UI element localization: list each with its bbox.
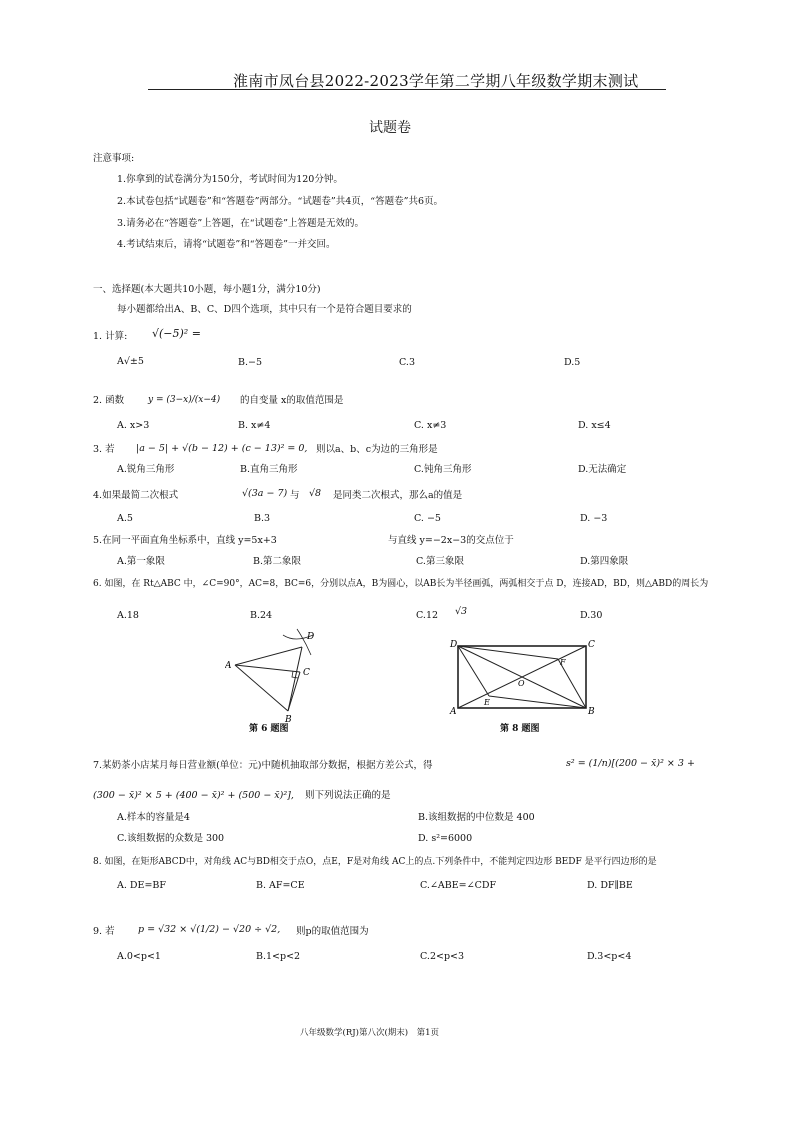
q6-option-b: B.24 [250,610,273,621]
page-title: 淮南市凤台县2022-2023学年第二学期八年级数学期末测试 [233,72,639,90]
note-item: 1.你拿到的试卷满分为150分，考试时间为120分钟。 [117,174,343,185]
note-item: 3.请务必在“答题卷”上答题，在“试题卷”上答题是无效的。 [117,218,364,229]
q9-stem: 9. 若 [93,926,115,937]
section-heading: 一、选择题(本大题共10小题，每小题1分，满分10分) [93,284,321,295]
fig6-label-b: B [285,715,292,725]
figure-8 [448,638,608,718]
fig8-label-c: C [588,640,595,650]
q2-option-c: C. x≠3 [414,420,447,431]
q3-expression: |a − 5| + √(b − 12) + (c − 13)² = 0, [136,443,308,454]
q1-option-d: D.5 [564,357,581,368]
q6-option-c: C.12 [416,610,439,621]
q7-formula-2: (300 − x̄)² × 5 + (400 − x̄)² + (500 − x̄)²], [93,790,294,801]
q3-option-a: A.锐角三角形 [117,464,175,475]
note-item: 2.本试卷包括“试题卷”和“答题卷”两部分。“试题卷”共4页，“答题卷”共6页。 [117,196,444,207]
q1-option-a: A√±5 [117,356,144,367]
q2-expression: y = (3−x)/(x−4) [148,395,221,405]
q6-option-c-root: √3 [455,606,468,617]
q4-option-b: B.3 [254,513,271,524]
fig8-label-a: A [450,707,457,717]
fig6-caption: 第 6 题图 [249,724,289,734]
fig6-label-d: D [307,632,315,642]
q3-option-b: B.直角三角形 [240,464,298,475]
q5-option-d: D.第四象限 [580,556,629,567]
q4-expression-2: √8 [309,488,322,499]
q4-option-a: A.5 [117,513,133,524]
fig8-label-f: F [560,658,566,667]
q2-tail: 的自变量 x的取值范围是 [240,395,344,406]
page-subtitle: 试题卷 [369,120,411,136]
q9-tail: 则p的取值范围为 [296,926,369,937]
fig6-label-c: C [303,668,310,678]
q9-expression: p = √32 × √(1/2) − √20 ÷ √2, [138,924,281,935]
notes-heading: 注意事项: [93,153,135,164]
note-item: 4.考试结束后，请将“试题卷”和“答题卷”一并交回。 [117,239,336,250]
q5-option-b: B.第二象限 [253,556,302,567]
q7-stem: 7.某奶茶小店某月每日营业额(单位：元)中随机抽取部分数据，根据方差公式，得 [93,760,433,771]
q3-tail: 则以a、b、c为边的三角形是 [316,444,438,455]
fig8-label-b: B [588,707,595,717]
q4-mid: 与 [290,490,300,501]
q7-option-d: D. s²=6000 [418,833,473,844]
fig8-caption: 第 8 题图 [500,724,540,734]
q8-stem: 8. 如图，在矩形ABCD中，对角线 AC与BD相交于点O，点E，F是对角线 AC上的点.下列条件中，不能判定四边形 BEDF 是平行四边形的是 [93,857,657,867]
q4-tail: 是同类二次根式，那么a的值是 [333,490,463,501]
q8-option-c: C.∠ABE=∠CDF [420,880,497,891]
q9-option-a: A.0<p<1 [117,951,161,962]
q1-stem: 1. 计算: [93,331,128,342]
fig8-label-d: D [450,640,458,650]
q4-option-d: D. −3 [580,513,608,524]
q9-option-b: B.1<p<2 [256,951,301,962]
fig8-label-e: E [484,698,490,707]
fig6-label-a: A [225,661,232,671]
figure-6 [225,625,335,735]
q4-expression-1: √(3a − 7) [242,488,288,499]
q5-option-a: A.第一象限 [117,556,165,567]
q5-option-c: C.第三象限 [416,556,464,567]
q8-option-a: A. DE=BF [117,880,166,891]
fig8-label-o: O [518,679,525,688]
q4-option-c: C. −5 [414,513,441,524]
q5-stem: 5.在同一平面直角坐标系中，直线 y=5x+3 [93,535,277,546]
q9-option-c: C.2<p<3 [420,951,465,962]
q9-option-d: D.3<p<4 [587,951,632,962]
q6-option-d: D.30 [580,610,603,621]
q1-option-c: C.3 [399,357,415,368]
q2-option-b: B. x≠4 [238,420,271,431]
q2-option-d: D. x≤4 [578,420,611,431]
q5-tail: 与直线 y=−2x−3的交点位于 [388,535,514,546]
q3-stem: 3. 若 [93,444,115,455]
q8-option-d: D. DF∥BE [587,880,633,891]
q2-stem: 2. 函数 [93,395,125,406]
q7-option-c: C.该组数据的众数是 300 [117,833,225,844]
q6-stem: 6. 如图，在 Rt△ABC 中，∠C=90°，AC=8，BC=6，分别以点A，B为圆心，以AB长为半径画弧，两弧相交于点 D，连接AD，BD，则△ABD的周长为 [93,579,709,589]
q7-option-b: B.该组数据的中位数是 400 [418,812,535,823]
q3-option-c: C.钝角三角形 [414,464,472,475]
q7-formula-1: s² = (1/n)[(200 − x̄)² × 3 + [566,758,695,769]
section-instruction: 每小题都给出A、B、C、D四个选项，其中只有一个是符合题目要求的 [117,304,412,315]
q2-option-a: A. x>3 [117,420,150,431]
q7-option-a: A.样本的容量是4 [117,812,190,823]
q4-stem: 4.如果最简二次根式 [93,490,179,501]
q3-option-d: D.无法确定 [578,464,627,475]
q8-option-b: B. AF=CE [256,880,305,891]
q6-option-a: A.18 [117,610,139,621]
page-footer: 八年级数学(RJ)第八次(期末) 第1页 [300,1028,439,1038]
q1-expression: √(−5)² = [152,327,201,340]
q1-option-b: B.−5 [238,357,263,368]
q7-tail: 则下列说法正确的是 [305,790,391,801]
